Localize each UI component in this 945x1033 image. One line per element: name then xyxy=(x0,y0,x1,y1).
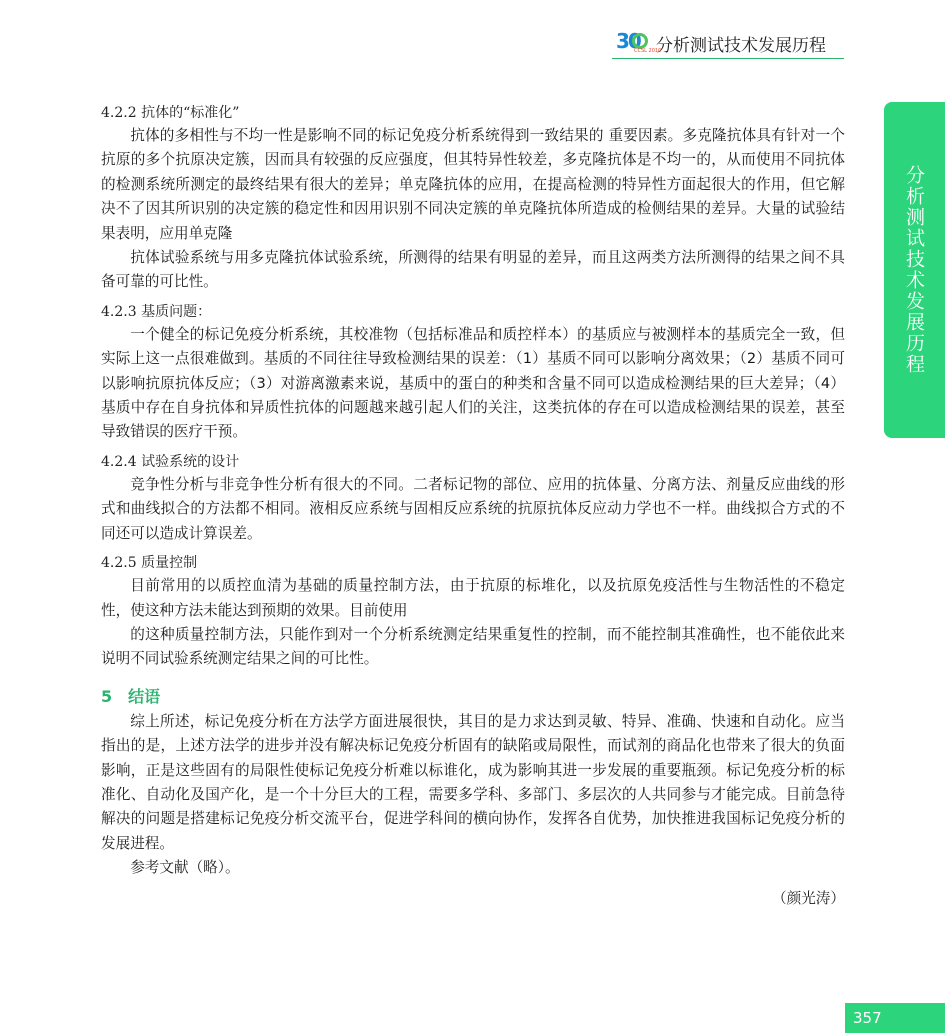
section-number: 5 xyxy=(101,686,113,706)
heading-4-2-3: 4.2.3 基质问题： xyxy=(101,303,212,320)
chapter-side-tab xyxy=(884,102,945,438)
paragraph: 抗体试验系统与用多克隆抗体试验系统，所测得的结果有明显的差异，而且这两类方法所测得的结果之间不具备可靠的可比性。 xyxy=(101,249,845,291)
paragraph: 竞争性分析与非竞争性分析有很大的不同。二者标记物的部位、应用的抗体量、分离方法、剂量反应曲线的形式和曲线拟合的方法都不相同。液相反应系统与固相反应系统的抗原抗体反应动力学也不一样。曲线拟合方式的不同还可以造成计算误差。 xyxy=(101,475,845,542)
heading-4-2-4: 4.2.4 试验系统的设计 xyxy=(101,453,240,470)
paragraph: 目前常用的以质控血清为基础的质量控制方法，由于抗原的标堆化，以及抗原免疫活性与生物活性的不稳定性，使这种方法未能达到预期的效果。目前使用 xyxy=(101,577,845,619)
section-5-heading xyxy=(101,684,845,710)
anniversary-logo xyxy=(612,29,662,55)
running-header-title: 分析测试技术发展历程 xyxy=(656,35,826,56)
heading-4-2-2: 4.2.2 抗体的“标准化” xyxy=(101,105,240,121)
logo-ring-icon xyxy=(632,33,648,49)
page-number: 357 xyxy=(845,1003,945,1033)
section-title: 结语 xyxy=(128,686,161,706)
paragraph: 综上所述，标记免疫分析在方法学方面进展很快，其目的是力求达到灵敏、特异、准确、快速和自动化。应当指出的是，上述方法学的进步并没有解决标记免疫分析固有的缺陷或局限性，而试剂的商品化也带来了很大的负面影响，正是这些固有的局限性使标记免疫分析难以标谁化，成为影响其进一步发展的重要瓶颈。标记免疫分析的标准化、自动化及国产化，是一个十分巨大的工程，需要多学科、多部门、多层次的人共同参与才能完成。目前急待解决的问题是搭建标记免疫分析交流平台，促进学科间的横向协作，发挥各自优势，加快推进我国标记免疫分析的发展进程。 xyxy=(101,712,845,852)
paragraph: 一个健全的标记免疫分析系统，其校准物（包括标准品和质控样本）的基质应与被测样本的基质完全一致，但实际上这一点很难做到。基质的不同往往导致检测结果的误差：（1）基质不同可以影响分离效果；（2）基质不同可以影响抗原抗体反应；（3）对游离激素来说，基质中的蛋白的种类和含量不同可以造成检测结果的巨大差异；（4）基质中存在自身抗体和异质性抗体的问题越来越引起人们的关注，这类抗体的存在可以造成检测结果的误差，甚至导致错误的医疗干预。 xyxy=(101,325,845,441)
logo-subtext: CCSL 2010 xyxy=(634,48,662,54)
article-body xyxy=(101,96,845,911)
logo-number: 30 xyxy=(616,29,640,53)
side-tab-label: 分析测试技术发展历程 xyxy=(903,165,925,375)
heading-4-2-5: 4.2.5 质量控制 xyxy=(101,555,198,572)
references-note: 参考文献（略）。 xyxy=(130,859,240,877)
page-header xyxy=(612,28,844,59)
author-name: （颜光涛） xyxy=(772,889,845,907)
paragraph: 的这种质量控制方法，只能作到对一个分析系统测定结果重复性的控制，而不能控制其准确性，也不能依此来说明不同试验系统测定结果之间的可比性。 xyxy=(101,625,845,668)
paragraph: 抗体的多相性与不均一性是影响不同的标记免疫分析系统得到一致结果的 重要因素。多克隆抗体具有针对一个抗原的多个抗原决定簇，因而具有较强的反应强度，但其特异性较差，多克隆抗体是不均一的，从而使用不同抗体的检测系统所测定的最终结果有很大的差异；单克隆抗体的应用，在提高检测的特异性方面起很大的作用，但它解决不了因其所识别的决定簇的稳定性和因用识别不同决定簇的单克隆抗体所造成的检侧结果的差异。大量的试验结果表明，应用单克隆 xyxy=(101,127,845,242)
